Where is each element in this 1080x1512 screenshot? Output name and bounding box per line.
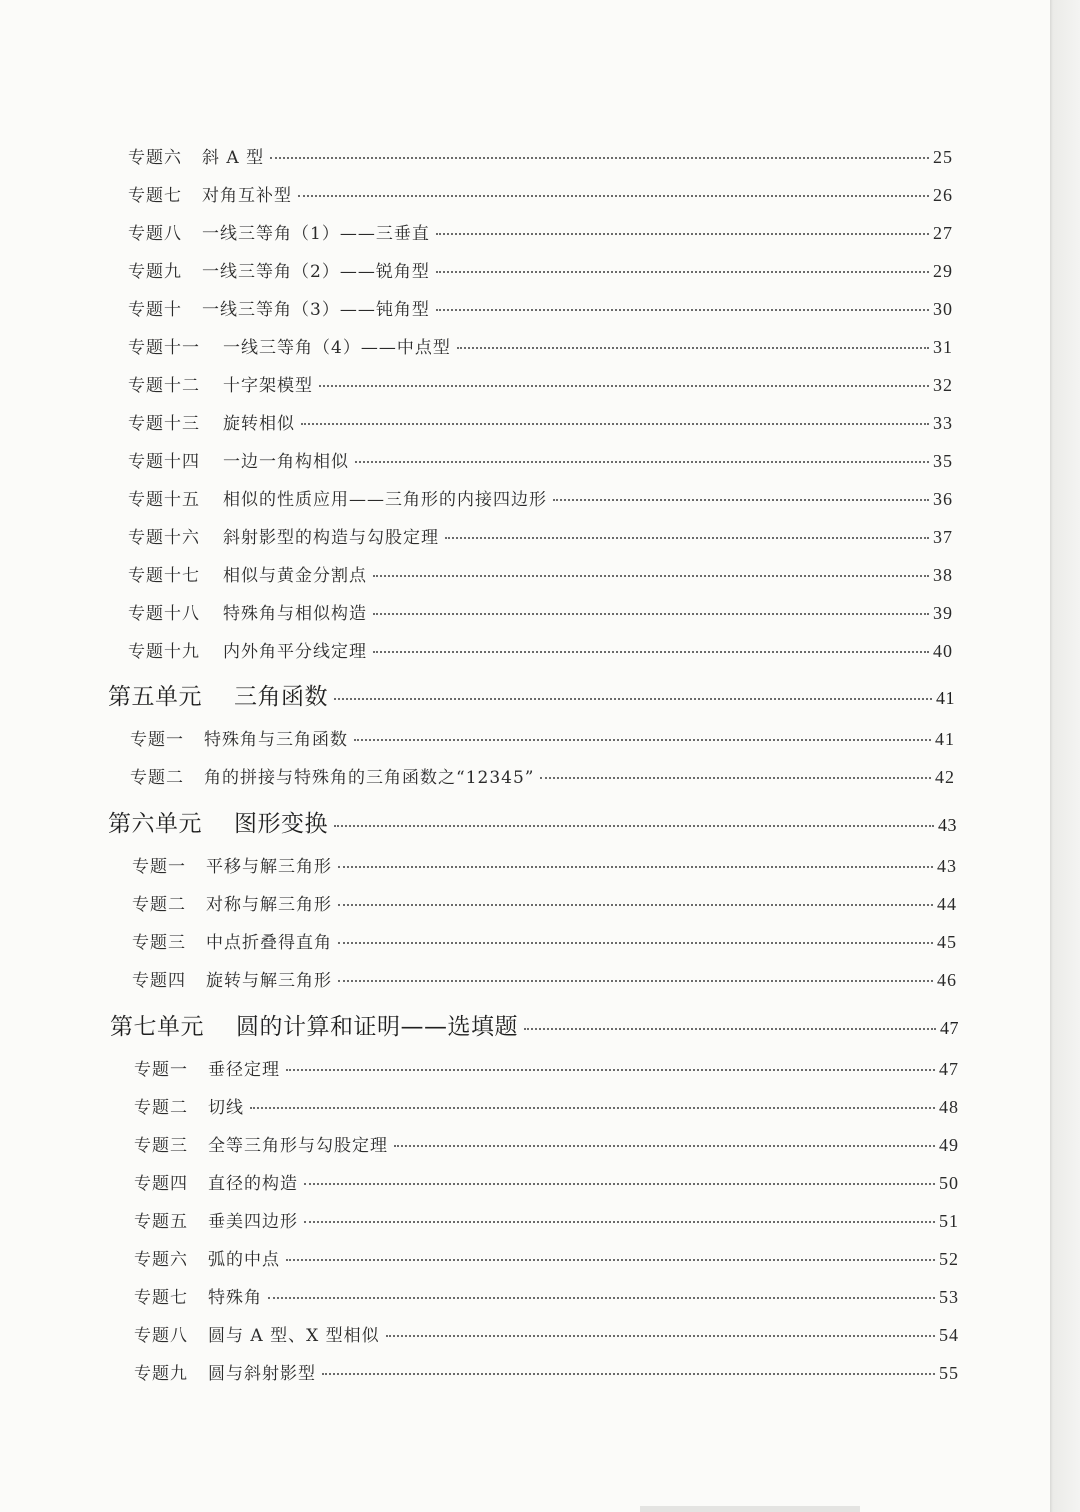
page-number: 30	[933, 299, 953, 319]
toc-unit-heading[interactable]	[108, 805, 957, 838]
page-number: 32	[933, 375, 953, 395]
toc-topic-entry[interactable]	[134, 1169, 959, 1194]
dot-leader	[373, 651, 929, 653]
dot-leader	[268, 1297, 935, 1299]
topic-title: 斜射影型的构造与勾股定理	[223, 528, 439, 548]
dot-leader	[553, 499, 929, 501]
page-number: 43	[938, 815, 957, 835]
dot-leader	[250, 1107, 935, 1109]
dot-leader	[286, 1259, 935, 1261]
dot-leader	[445, 537, 929, 539]
page-number: 39	[933, 603, 953, 623]
page-number: 46	[937, 970, 957, 990]
topic-label: 专题十八	[128, 604, 200, 624]
unit-title: 图形变换	[234, 811, 328, 837]
page-number: 52	[939, 1249, 959, 1269]
bottom-scan-mark	[640, 1506, 860, 1512]
topic-label: 专题三	[132, 933, 186, 953]
dot-leader	[355, 461, 929, 463]
toc-topic-entry[interactable]	[132, 890, 957, 915]
topic-title: 平移与解三角形	[206, 857, 332, 877]
page-number: 33	[933, 413, 953, 433]
topic-label: 专题八	[134, 1326, 188, 1346]
topic-label: 专题十四	[128, 452, 200, 472]
topic-label: 专题九	[134, 1364, 188, 1384]
toc-topic-entry[interactable]	[134, 1283, 959, 1308]
page-number: 54	[939, 1325, 959, 1345]
dot-leader	[270, 157, 929, 159]
dot-leader	[338, 942, 933, 944]
dot-leader	[386, 1335, 935, 1337]
topic-label: 专题二	[130, 768, 184, 788]
page-number: 41	[936, 688, 955, 708]
page-number: 31	[933, 337, 953, 357]
topic-title: 相似与黄金分割点	[223, 566, 367, 586]
page-edge-shadow	[1050, 0, 1080, 1512]
topic-title: 直径的构造	[208, 1174, 298, 1194]
page-number: 42	[935, 767, 955, 787]
topic-title: 特殊角	[208, 1288, 262, 1308]
dot-leader	[436, 309, 929, 311]
dot-leader	[436, 271, 929, 273]
dot-leader	[304, 1183, 935, 1185]
toc-topic-entry[interactable]	[128, 181, 953, 206]
topic-title: 特殊角与相似构造	[223, 604, 367, 624]
topic-title: 相似的性质应用——三角形的内接四边形	[223, 490, 547, 510]
toc-topic-entry[interactable]	[134, 1093, 959, 1118]
toc-topic-entry[interactable]	[128, 333, 953, 358]
toc-topic-entry[interactable]	[128, 599, 953, 624]
toc-topic-entry[interactable]	[128, 295, 953, 320]
topic-label: 专题八	[128, 224, 182, 244]
page-number: 38	[933, 565, 953, 585]
topic-label: 专题一	[132, 857, 186, 877]
toc-topic-entry[interactable]	[128, 219, 953, 244]
topic-title: 特殊角与三角函数	[204, 730, 348, 750]
dot-leader	[338, 980, 933, 982]
toc-topic-entry[interactable]	[128, 561, 953, 586]
toc-topic-entry[interactable]	[134, 1321, 959, 1346]
topic-label: 专题一	[134, 1060, 188, 1080]
page-number: 37	[933, 527, 953, 547]
page-number: 27	[933, 223, 953, 243]
dot-leader	[334, 825, 934, 827]
topic-label: 专题十二	[128, 376, 200, 396]
unit-label: 第五单元	[108, 684, 202, 710]
dot-leader	[338, 904, 933, 906]
toc-topic-entry[interactable]	[128, 637, 953, 662]
topic-title: 一边一角构相似	[223, 452, 349, 472]
topic-label: 专题一	[130, 730, 184, 750]
topic-title: 斜 A 型	[202, 148, 265, 168]
topic-title: 对角互补型	[202, 186, 292, 206]
page-number: 47	[939, 1059, 959, 1079]
dot-leader	[373, 575, 929, 577]
dot-leader	[286, 1069, 935, 1071]
page-number: 45	[937, 932, 957, 952]
toc-unit-heading[interactable]	[110, 1008, 959, 1041]
topic-label: 专题七	[128, 186, 182, 206]
topic-title: 弧的中点	[208, 1250, 280, 1270]
unit-label: 第六单元	[108, 811, 202, 837]
topic-title: 一线三等角（4）——中点型	[223, 338, 451, 358]
toc-topic-entry[interactable]	[132, 966, 957, 991]
page-number: 25	[933, 147, 953, 167]
page-number: 51	[939, 1211, 959, 1231]
toc-topic-entry[interactable]	[128, 447, 953, 472]
topic-title: 圆与斜射影型	[208, 1364, 316, 1384]
toc-topic-entry[interactable]	[130, 763, 955, 788]
topic-label: 专题九	[128, 262, 182, 282]
dot-leader	[394, 1145, 935, 1147]
topic-label: 专题二	[132, 895, 186, 915]
page-number: 43	[937, 856, 957, 876]
topic-title: 圆与 A 型、X 型相似	[208, 1326, 380, 1346]
dot-leader	[354, 739, 931, 741]
page-number: 41	[935, 729, 955, 749]
toc-topic-entry[interactable]	[128, 523, 953, 548]
toc-topic-entry[interactable]	[134, 1359, 959, 1384]
dot-leader	[322, 1373, 935, 1375]
page-number: 35	[933, 451, 953, 471]
topic-title: 垂美四边形	[208, 1212, 298, 1232]
topic-label: 专题十七	[128, 566, 200, 586]
topic-title: 旋转相似	[223, 414, 295, 434]
toc-topic-entry[interactable]	[134, 1207, 959, 1232]
page-number: 44	[937, 894, 957, 914]
topic-label: 专题七	[134, 1288, 188, 1308]
toc-topic-entry[interactable]	[128, 257, 953, 282]
topic-label: 专题十三	[128, 414, 200, 434]
dot-leader	[373, 613, 929, 615]
topic-title: 切线	[208, 1098, 244, 1118]
toc-topic-entry[interactable]	[132, 928, 957, 953]
dot-leader	[457, 347, 929, 349]
toc-topic-entry[interactable]	[134, 1131, 959, 1156]
topic-title: 十字架模型	[223, 376, 313, 396]
topic-label: 专题十一	[128, 338, 200, 358]
dot-leader	[298, 195, 929, 197]
topic-title: 一线三等角（3）——钝角型	[202, 300, 430, 320]
toc-topic-entry[interactable]	[134, 1055, 959, 1080]
topic-label: 专题十	[128, 300, 182, 320]
topic-title: 角的拼接与特殊角的三角函数之“12345”	[204, 768, 535, 788]
topic-title: 内外角平分线定理	[223, 642, 367, 662]
dot-leader	[304, 1221, 935, 1223]
topic-title: 对称与解三角形	[206, 895, 332, 915]
topic-title: 垂径定理	[208, 1060, 280, 1080]
page-number: 48	[939, 1097, 959, 1117]
toc-topic-entry[interactable]	[132, 852, 957, 877]
dot-leader	[338, 866, 933, 868]
unit-title: 圆的计算和证明——选填题	[236, 1014, 518, 1040]
topic-title: 全等三角形与勾股定理	[208, 1136, 388, 1156]
topic-label: 专题四	[132, 971, 186, 991]
toc-topic-entry[interactable]	[134, 1245, 959, 1270]
page-number: 29	[933, 261, 953, 281]
page-number: 47	[940, 1018, 959, 1038]
topic-label: 专题十九	[128, 642, 200, 662]
toc-topic-entry[interactable]	[128, 409, 953, 434]
topic-label: 专题三	[134, 1136, 188, 1156]
topic-title: 一线三等角（2）——锐角型	[202, 262, 430, 282]
unit-title: 三角函数	[234, 684, 328, 710]
dot-leader	[540, 777, 931, 779]
topic-title: 一线三等角（1）——三垂直	[202, 224, 430, 244]
page-number: 26	[933, 185, 953, 205]
page-number: 55	[939, 1363, 959, 1383]
dot-leader	[301, 423, 929, 425]
topic-label: 专题四	[134, 1174, 188, 1194]
page-number: 40	[933, 641, 953, 661]
dot-leader	[334, 698, 932, 700]
toc-topic-entry[interactable]	[128, 143, 953, 168]
topic-title: 中点折叠得直角	[206, 933, 332, 953]
toc-topic-entry[interactable]	[128, 371, 953, 396]
toc-topic-entry[interactable]	[128, 485, 953, 510]
topic-label: 专题六	[128, 148, 182, 168]
dot-leader	[436, 233, 929, 235]
dot-leader	[524, 1028, 936, 1030]
topic-label: 专题十五	[128, 490, 200, 510]
page-number: 49	[939, 1135, 959, 1155]
topic-label: 专题六	[134, 1250, 188, 1270]
toc-topic-entry[interactable]	[130, 725, 955, 750]
page-number: 53	[939, 1287, 959, 1307]
topic-title: 旋转与解三角形	[206, 971, 332, 991]
toc-unit-heading[interactable]	[108, 678, 955, 711]
dot-leader	[319, 385, 929, 387]
page-number: 36	[933, 489, 953, 509]
topic-label: 专题十六	[128, 528, 200, 548]
unit-label: 第七单元	[110, 1014, 204, 1040]
page-number: 50	[939, 1173, 959, 1193]
topic-label: 专题二	[134, 1098, 188, 1118]
topic-label: 专题五	[134, 1212, 188, 1232]
